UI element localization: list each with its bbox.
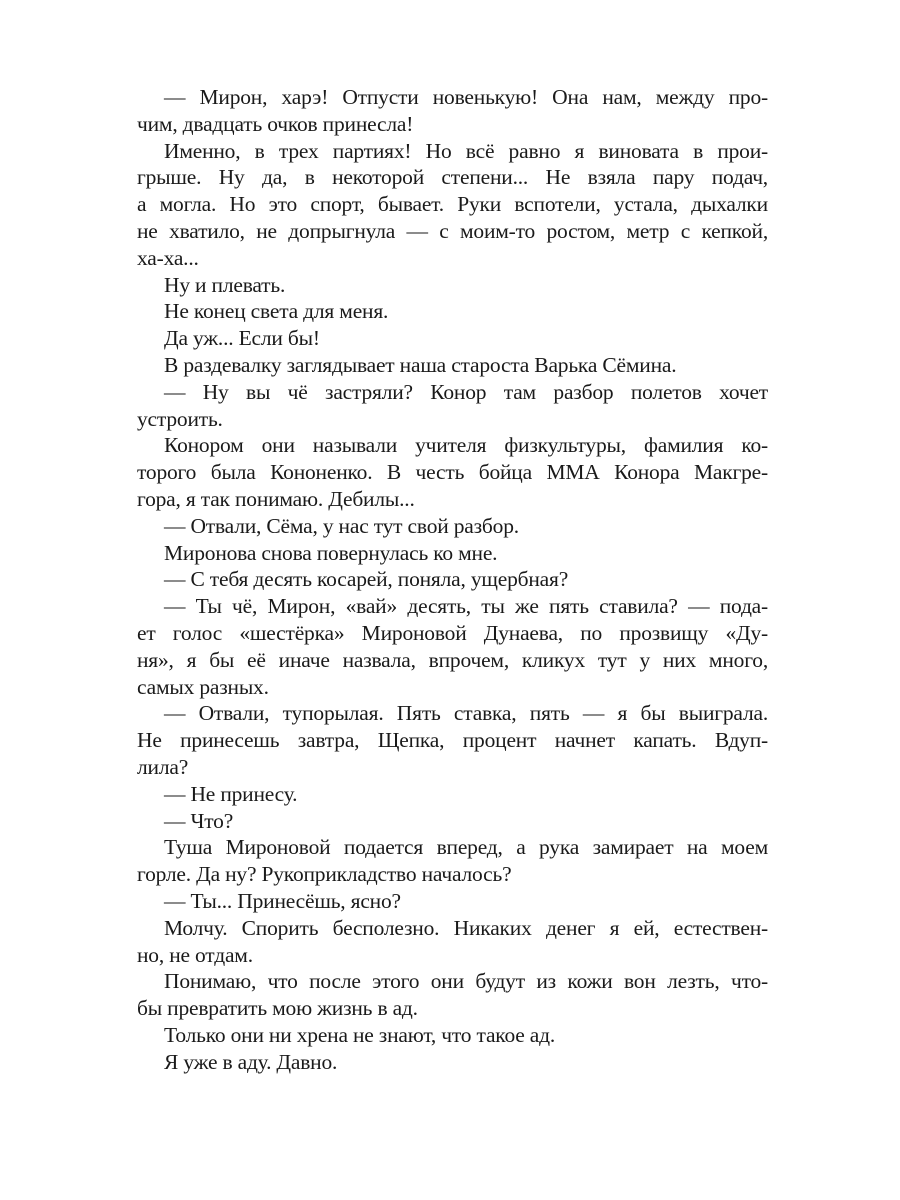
text-line: — Отвали, Сёма, у нас тут свой разбор.: [164, 513, 519, 538]
text-line: — Что?: [164, 808, 234, 833]
paragraph: [137, 325, 768, 352]
text-line: но, не отдам.: [137, 942, 253, 967]
paragraph: [137, 138, 768, 272]
text-line: не хватило, не допрыгнула — с моим-то ростом, метр с кепкой,: [137, 218, 768, 243]
text-line: — Отвали, тупорылая. Пять ставка, пять — я бы выиграла.: [164, 701, 768, 726]
text-line: Молчу. Спорить бесполезно. Никаких денег я ей, естествен-: [164, 915, 768, 940]
paragraph: [137, 272, 768, 299]
text-line: — Не принесу.: [164, 781, 298, 806]
book-page: [137, 84, 768, 1075]
paragraph: [137, 915, 768, 969]
text-line: бы превратить мою жизнь в ад.: [137, 996, 418, 1021]
paragraph: [137, 84, 768, 138]
text-line: самых разных.: [137, 674, 269, 699]
text-line: устроить.: [137, 406, 223, 431]
text-line: Я уже в аду. Давно.: [164, 1049, 338, 1074]
text-line: — Ты чё, Мирон, «вай» десять, ты же пять ставила? — пода-: [164, 594, 768, 619]
paragraph: [137, 968, 768, 1022]
paragraph: [137, 1022, 768, 1049]
text-line: Понимаю, что после этого они будут из кожи вон лезть, что-: [164, 969, 768, 994]
paragraph: [137, 808, 768, 835]
text-line: Не принесешь завтра, Щепка, процент начнет капать. Вдуп-: [137, 728, 768, 753]
text-line: — С тебя десять косарей, поняла, ущербная?: [164, 567, 569, 592]
text-line: гора, я так понимаю. Дебилы...: [137, 486, 415, 511]
paragraph: [137, 593, 768, 700]
text-line: — Мирон, харэ! Отпусти новенькую! Она нам, между про-: [164, 85, 768, 109]
paragraph: [137, 834, 768, 888]
paragraph: [137, 379, 768, 433]
paragraph: [137, 566, 768, 593]
paragraph: [137, 700, 768, 780]
text-line: Ну и плевать.: [164, 272, 286, 297]
text-line: ет голос «шестёрка» Мироновой Дунаева, по прозвищу «Ду-: [137, 620, 768, 645]
text-line: Миронова снова повернулась ко мне.: [164, 540, 498, 565]
text-line: — Ты... Принесёшь, ясно?: [164, 888, 401, 913]
text-line: ха-ха...: [137, 245, 199, 270]
paragraph: [137, 540, 768, 567]
paragraph: [137, 888, 768, 915]
paragraph: [137, 298, 768, 325]
text-line: Туша Мироновой подается вперед, а рука замирает на моем: [164, 835, 768, 860]
text-line: чим, двадцать очков принесла!: [137, 111, 414, 136]
text-line: а могла. Но это спорт, бывает. Руки вспотели, устала, дыхалки: [137, 192, 768, 217]
text-line: Только они ни хрена не знают, что такое ад.: [164, 1022, 556, 1047]
text-line: Конором они называли учителя физкультуры, фамилия ко-: [164, 433, 768, 458]
text-line: грыше. Ну да, в некоторой степени... Не взяла пару подач,: [137, 165, 768, 190]
text-line: Да уж... Если бы!: [164, 326, 320, 351]
paragraph: [137, 781, 768, 808]
paragraph: [137, 432, 768, 512]
text-line: В раздевалку заглядывает наша староста Варька Сёмина.: [164, 352, 677, 377]
paragraph: [137, 1049, 768, 1076]
text-line: торого была Кононенко. В честь бойца ММА Конора Макгре-: [137, 460, 768, 485]
text-line: ня», я бы её иначе назвала, впрочем, кликух тут у них много,: [137, 647, 768, 672]
text-line: горле. Да ну? Рукоприкладство началось?: [137, 862, 512, 887]
text-line: — Ну вы чё застряли? Конор там разбор полетов хочет: [164, 379, 768, 404]
text-line: Не конец света для меня.: [164, 299, 389, 324]
paragraph: [137, 513, 768, 540]
text-line: лила?: [137, 754, 189, 779]
text-line: Именно, в трех партиях! Но всё равно я виновата в прои-: [164, 138, 768, 163]
paragraph: [137, 352, 768, 379]
